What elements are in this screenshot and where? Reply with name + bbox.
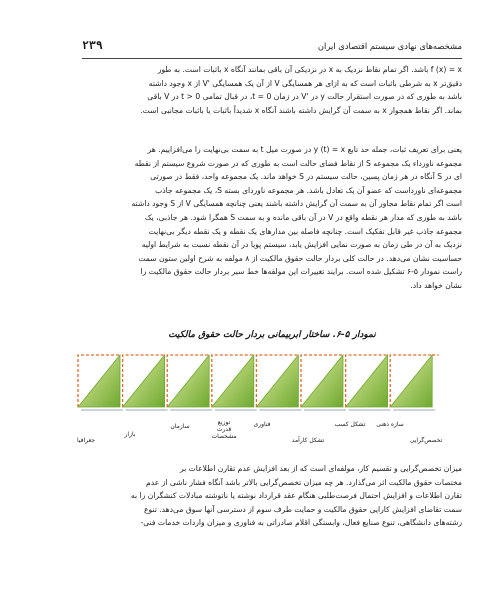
figure-diagram <box>58 345 458 450</box>
text-line: مختصات حقوق مالکیت اثر می‌گذارد. هر چه میزان تخصص‌گرایی بالاتر باشد آنگاه فشار ناشی از عدم <box>146 477 462 487</box>
triangle-segment <box>301 355 343 407</box>
text-line: سمت تقاضای افزایش کارایی حقوق مالکیت و حمایت طرف سوم از دسترسی آنها سوق می‌دهد. تنوع <box>143 504 462 514</box>
text-line: راست نمودار ۵-۶ تشکیل شده است. برایند تغییرات این مولفه‌ها خط سیر بردار حالت حقوق مالکیت را <box>140 267 462 277</box>
text-line: ای در S آنگاه در هر زمان پسین، حالت سیستم در S خواهد ماند. یک مجموعه واحد، فقط در صورتی <box>150 172 462 182</box>
figure-label: توزیع قدرت مشخصات <box>211 419 237 440</box>
text-line: تقارن اطلاعات و افزایش احتمال فرصت‌طلبی هنگام عقد قرارداد نوشته یا ناتوشته مبادلات کنشگران را به <box>130 491 462 501</box>
text-line: f (x) = x باشد. اگر تمام نقاط نزدیک به x در نزدیکی آن باقی بمانند آنگاه x باثبات است. به طور <box>157 65 462 74</box>
text-line: باشد به طوری که در صورت استقرار حالت y در 'V در زمان t = 0، در قبال تمامی t > 0 در V باقی <box>147 92 462 102</box>
triangle-segment <box>346 355 388 407</box>
triangle-segment <box>78 355 120 407</box>
figure-title: نمودار ۵-۶. ساختار ابربیمانی بردار حالت حقوق مالکیت <box>168 330 376 340</box>
text-line: دقیق‌تر x به شرطی باثبات است که به ازای هر همسایگی V از آن یک همسایگی 'V از x وجود داشته <box>148 78 462 88</box>
text-line: رشته‌های دانشگاهی، تنوع صنایع فعال، وابستگی اقلام صادراتی به فناوری و میزان واردات خدمات فنی- <box>140 518 462 528</box>
triangle-segment <box>212 355 254 407</box>
paragraph-invariant-set <box>82 143 462 293</box>
triangle-segment <box>123 355 165 407</box>
text-line: است اگر تمام نقاط مجاور آن به سمت آن گرایش داشته باشند یعنی چنانچه همسایگی V از S وجود داشته <box>131 199 462 209</box>
figure-label: تشکل کسب <box>334 421 366 428</box>
figure-label: سازمان <box>170 423 190 430</box>
text-line: مجموعه ناورداء یک مجموعه S از نقاط فضای حالت است به طوری که در صورت شروع سیستم از نقطه‌ <box>134 158 462 168</box>
text-line: باشد به طوری که مدار هر نقطه واقع در V در آن باقی مانده و به سمت S همگرا شود. هر جاذبی، یک <box>144 212 462 222</box>
text-line: نزدیک به آن در طی زمان به صورت نمایی افزایش یابد، سیستم پویا در آن نقطه نسبت به شرایط اولیه <box>141 240 462 250</box>
running-header <box>82 40 462 59</box>
page-number: ۲۳۹ <box>82 38 103 52</box>
text-line: نشان خواهد داد. <box>410 280 462 290</box>
figure-label: بازار <box>124 431 136 438</box>
figure-label: تخصص‌گرایی <box>409 437 443 444</box>
running-title: مشخصه‌های نهادی سیستم اقتصادی ایران <box>317 41 462 51</box>
text-line: بماند. اگر نقاط همجوار x به سمت آن گرایش داشته باشند آنگاه x شدیداً باثبات یا باثبات مجانبی است. <box>140 105 462 115</box>
figure-label: فناوری <box>253 421 271 428</box>
figure-label: تشکل کارآمد <box>291 437 325 444</box>
triangle-segment <box>390 355 432 407</box>
text-line: حساسیت نشان می‌دهد. در حالت کلی بردار حالت حقوق مالکیت از ۸ مولفه به شرح اولین ستون سمت <box>138 253 462 263</box>
text-line: میزان تخصص‌گرایی و تقسیم کار، مولفه‌ای است که از بعد افزایش عدم تقارن اطلاعات بر <box>179 464 462 473</box>
text-line: یعنی برای تعریف ثبات، جمله حد تابع y (t) = x در صورت میل t به سمت بی‌نهایت را می‌افزاییم. هر <box>147 145 462 154</box>
triangle-segment <box>167 355 209 407</box>
paragraph-specialization <box>82 462 462 530</box>
text-line: مجموعه جاذب غیر قابل تفکیک است. چنانچه فاصله بین مدارهای یک نقطه و یک نقطه دیگر بی‌نهایت <box>148 226 462 236</box>
figure-label: جغرافیا <box>76 437 96 444</box>
figure-label: سازه ذهنی <box>376 421 404 428</box>
text-line: مجموعه‌ای ناورداست که عضو آن یک تعادل باشد. هر مجموعه ناوردای بسته S، یک مجموعه جاذب <box>155 185 462 195</box>
triangle-segment <box>256 355 298 407</box>
paragraph-stability <box>82 63 462 117</box>
